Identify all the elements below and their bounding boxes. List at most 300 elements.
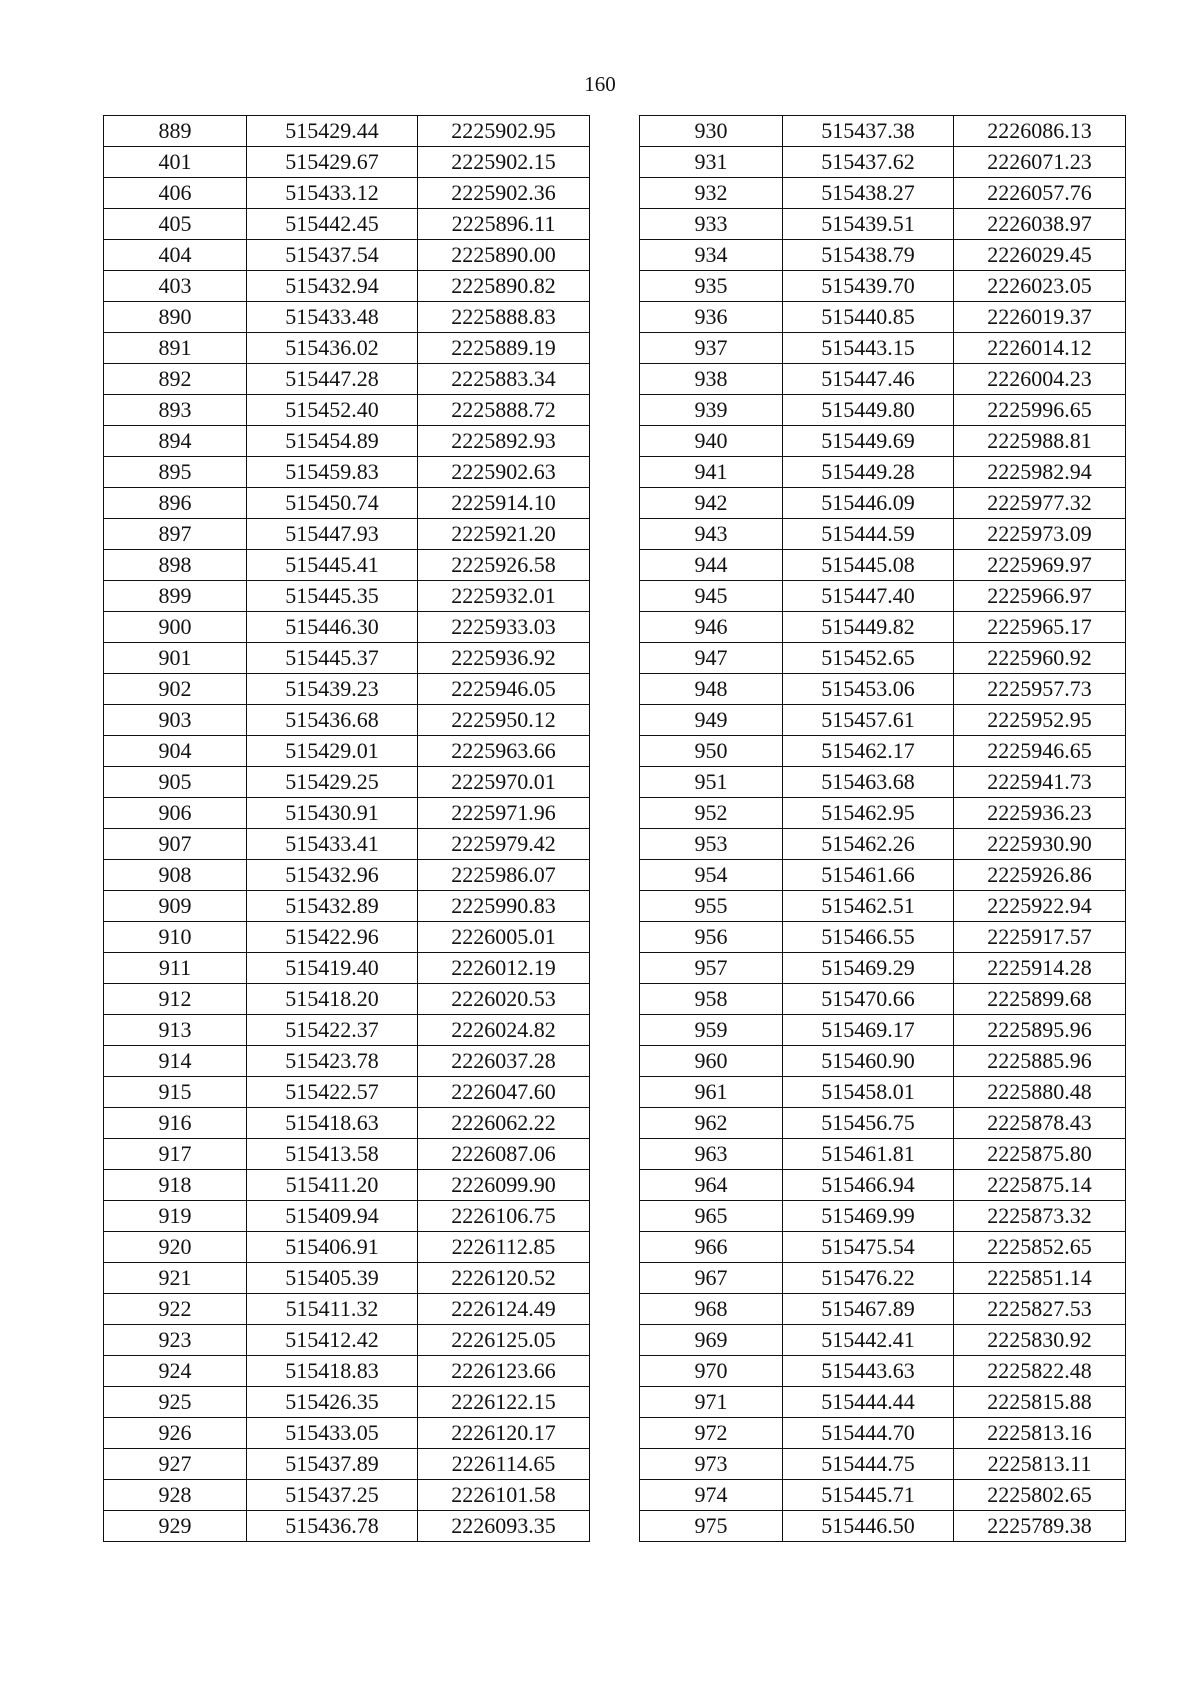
x-coordinate-cell: 515405.39 [247, 1263, 418, 1294]
y-coordinate-cell: 2225885.96 [954, 1046, 1126, 1077]
x-coordinate-cell: 515444.59 [783, 519, 954, 550]
table-row [104, 1387, 590, 1418]
table-row [104, 643, 590, 674]
x-coordinate-cell: 515449.28 [783, 457, 954, 488]
table-row [104, 1480, 590, 1511]
x-coordinate-cell: 515469.99 [783, 1201, 954, 1232]
x-coordinate-cell: 515445.71 [783, 1480, 954, 1511]
x-coordinate-cell: 515438.27 [783, 178, 954, 209]
table-row [640, 922, 1126, 953]
x-coordinate-cell: 515453.06 [783, 674, 954, 705]
y-coordinate-cell: 2225932.01 [418, 581, 590, 612]
table-row [640, 1418, 1126, 1449]
y-coordinate-cell: 2225892.93 [418, 426, 590, 457]
table-row [640, 271, 1126, 302]
point-number-cell: 951 [640, 767, 783, 798]
y-coordinate-cell: 2226062.22 [418, 1108, 590, 1139]
x-coordinate-cell: 515467.89 [783, 1294, 954, 1325]
table-row [104, 1139, 590, 1170]
y-coordinate-cell: 2225977.32 [954, 488, 1126, 519]
y-coordinate-cell: 2225875.80 [954, 1139, 1126, 1170]
x-coordinate-cell: 515433.12 [247, 178, 418, 209]
table-row [104, 612, 590, 643]
x-coordinate-cell: 515452.40 [247, 395, 418, 426]
table-row [640, 1232, 1126, 1263]
point-number-cell: 938 [640, 364, 783, 395]
y-coordinate-cell: 2225979.42 [418, 829, 590, 860]
x-coordinate-cell: 515429.01 [247, 736, 418, 767]
y-coordinate-cell: 2226005.01 [418, 922, 590, 953]
point-number-cell: 893 [104, 395, 247, 426]
x-coordinate-cell: 515437.38 [783, 116, 954, 147]
y-coordinate-cell: 2225875.14 [954, 1170, 1126, 1201]
y-coordinate-cell: 2225926.58 [418, 550, 590, 581]
point-number-cell: 896 [104, 488, 247, 519]
x-coordinate-cell: 515433.41 [247, 829, 418, 860]
x-coordinate-cell: 515429.67 [247, 147, 418, 178]
y-coordinate-cell: 2226020.53 [418, 984, 590, 1015]
y-coordinate-cell: 2226023.05 [954, 271, 1126, 302]
point-number-cell: 908 [104, 860, 247, 891]
table-row [640, 1480, 1126, 1511]
x-coordinate-cell: 515447.28 [247, 364, 418, 395]
point-number-cell: 923 [104, 1325, 247, 1356]
point-number-cell: 921 [104, 1263, 247, 1294]
y-coordinate-cell: 2225899.68 [954, 984, 1126, 1015]
table-row [640, 1356, 1126, 1387]
table-row [104, 1077, 590, 1108]
point-number-cell: 971 [640, 1387, 783, 1418]
table-row [640, 581, 1126, 612]
y-coordinate-cell: 2226114.65 [418, 1449, 590, 1480]
point-number-cell: 975 [640, 1511, 783, 1542]
point-number-cell: 922 [104, 1294, 247, 1325]
x-coordinate-cell: 515436.68 [247, 705, 418, 736]
y-coordinate-cell: 2225950.12 [418, 705, 590, 736]
table-row [104, 829, 590, 860]
table-row [640, 395, 1126, 426]
point-number-cell: 905 [104, 767, 247, 798]
y-coordinate-cell: 2225890.00 [418, 240, 590, 271]
y-coordinate-cell: 2225888.72 [418, 395, 590, 426]
y-coordinate-cell: 2225914.28 [954, 953, 1126, 984]
table-row [640, 767, 1126, 798]
point-number-cell: 912 [104, 984, 247, 1015]
table-row [640, 1387, 1126, 1418]
table-row [104, 457, 590, 488]
y-coordinate-cell: 2226093.35 [418, 1511, 590, 1542]
point-number-cell: 968 [640, 1294, 783, 1325]
y-coordinate-cell: 2225930.90 [954, 829, 1126, 860]
x-coordinate-cell: 515476.22 [783, 1263, 954, 1294]
y-coordinate-cell: 2226019.37 [954, 302, 1126, 333]
y-coordinate-cell: 2225922.94 [954, 891, 1126, 922]
table-row [104, 333, 590, 364]
point-number-cell: 895 [104, 457, 247, 488]
y-coordinate-cell: 2225969.97 [954, 550, 1126, 581]
y-coordinate-cell: 2226120.17 [418, 1418, 590, 1449]
x-coordinate-cell: 515432.89 [247, 891, 418, 922]
table-row [640, 519, 1126, 550]
table-row [640, 457, 1126, 488]
x-coordinate-cell: 515444.44 [783, 1387, 954, 1418]
table-row [640, 116, 1126, 147]
table-row [104, 1294, 590, 1325]
point-number-cell: 916 [104, 1108, 247, 1139]
point-number-cell: 946 [640, 612, 783, 643]
point-number-cell: 928 [104, 1480, 247, 1511]
x-coordinate-cell: 515461.81 [783, 1139, 954, 1170]
x-coordinate-cell: 515449.82 [783, 612, 954, 643]
table-row [104, 116, 590, 147]
table-row [640, 333, 1126, 364]
y-coordinate-cell: 2226123.66 [418, 1356, 590, 1387]
point-number-cell: 963 [640, 1139, 783, 1170]
y-coordinate-cell: 2225986.07 [418, 860, 590, 891]
y-coordinate-cell: 2225988.81 [954, 426, 1126, 457]
table-row [640, 953, 1126, 984]
x-coordinate-cell: 515458.01 [783, 1077, 954, 1108]
point-number-cell: 935 [640, 271, 783, 302]
x-coordinate-cell: 515446.09 [783, 488, 954, 519]
point-number-cell: 929 [104, 1511, 247, 1542]
x-coordinate-cell: 515442.45 [247, 209, 418, 240]
point-number-cell: 960 [640, 1046, 783, 1077]
point-number-cell: 890 [104, 302, 247, 333]
y-coordinate-cell: 2226029.45 [954, 240, 1126, 271]
table-row [104, 953, 590, 984]
point-number-cell: 911 [104, 953, 247, 984]
table-row [104, 519, 590, 550]
table-row [104, 209, 590, 240]
point-number-cell: 920 [104, 1232, 247, 1263]
point-number-cell: 907 [104, 829, 247, 860]
point-number-cell: 404 [104, 240, 247, 271]
point-number-cell: 961 [640, 1077, 783, 1108]
point-number-cell: 970 [640, 1356, 783, 1387]
y-coordinate-cell: 2225896.11 [418, 209, 590, 240]
table-row [104, 1449, 590, 1480]
y-coordinate-cell: 2226012.19 [418, 953, 590, 984]
y-coordinate-cell: 2225830.92 [954, 1325, 1126, 1356]
x-coordinate-cell: 515466.94 [783, 1170, 954, 1201]
table-row [640, 426, 1126, 457]
table-row [104, 550, 590, 581]
coordinate-table-left [103, 115, 590, 1542]
point-number-cell: 962 [640, 1108, 783, 1139]
coordinate-table-right-body [640, 116, 1126, 1542]
y-coordinate-cell: 2225914.10 [418, 488, 590, 519]
table-row [640, 1511, 1126, 1542]
table-row [104, 891, 590, 922]
y-coordinate-cell: 2225960.92 [954, 643, 1126, 674]
table-row [104, 860, 590, 891]
coordinate-table-right [639, 115, 1126, 1542]
x-coordinate-cell: 515463.68 [783, 767, 954, 798]
table-row [104, 1108, 590, 1139]
point-number-cell: 900 [104, 612, 247, 643]
page-number: 160 [584, 72, 616, 96]
point-number-cell: 972 [640, 1418, 783, 1449]
table-row [104, 1046, 590, 1077]
y-coordinate-cell: 2225890.82 [418, 271, 590, 302]
y-coordinate-cell: 2225946.05 [418, 674, 590, 705]
y-coordinate-cell: 2225936.92 [418, 643, 590, 674]
x-coordinate-cell: 515470.66 [783, 984, 954, 1015]
table-row [104, 1170, 590, 1201]
table-row [104, 736, 590, 767]
y-coordinate-cell: 2225990.83 [418, 891, 590, 922]
point-number-cell: 926 [104, 1418, 247, 1449]
table-row [640, 1294, 1126, 1325]
x-coordinate-cell: 515437.89 [247, 1449, 418, 1480]
x-coordinate-cell: 515461.66 [783, 860, 954, 891]
y-coordinate-cell: 2225926.86 [954, 860, 1126, 891]
y-coordinate-cell: 2226024.82 [418, 1015, 590, 1046]
x-coordinate-cell: 515444.75 [783, 1449, 954, 1480]
point-number-cell: 903 [104, 705, 247, 736]
point-number-cell: 939 [640, 395, 783, 426]
point-number-cell: 974 [640, 1480, 783, 1511]
x-coordinate-cell: 515411.32 [247, 1294, 418, 1325]
x-coordinate-cell: 515475.54 [783, 1232, 954, 1263]
x-coordinate-cell: 515456.75 [783, 1108, 954, 1139]
y-coordinate-cell: 2226047.60 [418, 1077, 590, 1108]
y-coordinate-cell: 2225883.34 [418, 364, 590, 395]
point-number-cell: 401 [104, 147, 247, 178]
point-number-cell: 403 [104, 271, 247, 302]
x-coordinate-cell: 515452.65 [783, 643, 954, 674]
y-coordinate-cell: 2225982.94 [954, 457, 1126, 488]
table-row [104, 488, 590, 519]
y-coordinate-cell: 2226071.23 [954, 147, 1126, 178]
y-coordinate-cell: 2226125.05 [418, 1325, 590, 1356]
point-number-cell: 940 [640, 426, 783, 457]
y-coordinate-cell: 2225815.88 [954, 1387, 1126, 1418]
point-number-cell: 966 [640, 1232, 783, 1263]
table-row [104, 240, 590, 271]
table-row [104, 147, 590, 178]
point-number-cell: 942 [640, 488, 783, 519]
point-number-cell: 901 [104, 643, 247, 674]
x-coordinate-cell: 515444.70 [783, 1418, 954, 1449]
x-coordinate-cell: 515466.55 [783, 922, 954, 953]
y-coordinate-cell: 2226099.90 [418, 1170, 590, 1201]
x-coordinate-cell: 515436.02 [247, 333, 418, 364]
point-number-cell: 930 [640, 116, 783, 147]
table-row [640, 1046, 1126, 1077]
point-number-cell: 953 [640, 829, 783, 860]
table-row [640, 674, 1126, 705]
x-coordinate-cell: 515429.25 [247, 767, 418, 798]
y-coordinate-cell: 2226037.28 [418, 1046, 590, 1077]
x-coordinate-cell: 515462.95 [783, 798, 954, 829]
table-row [640, 984, 1126, 1015]
x-coordinate-cell: 515413.58 [247, 1139, 418, 1170]
point-number-cell: 964 [640, 1170, 783, 1201]
point-number-cell: 943 [640, 519, 783, 550]
point-number-cell: 957 [640, 953, 783, 984]
point-number-cell: 931 [640, 147, 783, 178]
x-coordinate-cell: 515437.62 [783, 147, 954, 178]
x-coordinate-cell: 515429.44 [247, 116, 418, 147]
point-number-cell: 965 [640, 1201, 783, 1232]
y-coordinate-cell: 2225852.65 [954, 1232, 1126, 1263]
table-row [104, 767, 590, 798]
x-coordinate-cell: 515460.90 [783, 1046, 954, 1077]
point-number-cell: 405 [104, 209, 247, 240]
point-number-cell: 944 [640, 550, 783, 581]
x-coordinate-cell: 515449.69 [783, 426, 954, 457]
x-coordinate-cell: 515459.83 [247, 457, 418, 488]
y-coordinate-cell: 2225789.38 [954, 1511, 1126, 1542]
y-coordinate-cell: 2226004.23 [954, 364, 1126, 395]
x-coordinate-cell: 515422.37 [247, 1015, 418, 1046]
point-number-cell: 910 [104, 922, 247, 953]
table-row [104, 426, 590, 457]
x-coordinate-cell: 515449.80 [783, 395, 954, 426]
point-number-cell: 947 [640, 643, 783, 674]
point-number-cell: 906 [104, 798, 247, 829]
point-number-cell: 894 [104, 426, 247, 457]
y-coordinate-cell: 2225963.66 [418, 736, 590, 767]
table-row [640, 798, 1126, 829]
y-coordinate-cell: 2226101.58 [418, 1480, 590, 1511]
table-row [104, 581, 590, 612]
point-number-cell: 915 [104, 1077, 247, 1108]
x-coordinate-cell: 515445.35 [247, 581, 418, 612]
table-row [640, 364, 1126, 395]
x-coordinate-cell: 515423.78 [247, 1046, 418, 1077]
table-row [640, 302, 1126, 333]
x-coordinate-cell: 515439.70 [783, 271, 954, 302]
table-row [640, 1201, 1126, 1232]
table-row [104, 1325, 590, 1356]
point-number-cell: 934 [640, 240, 783, 271]
point-number-cell: 927 [104, 1449, 247, 1480]
y-coordinate-cell: 2226038.97 [954, 209, 1126, 240]
point-number-cell: 891 [104, 333, 247, 364]
y-coordinate-cell: 2225973.09 [954, 519, 1126, 550]
x-coordinate-cell: 515445.37 [247, 643, 418, 674]
table-row [640, 1139, 1126, 1170]
point-number-cell: 967 [640, 1263, 783, 1294]
x-coordinate-cell: 515406.91 [247, 1232, 418, 1263]
point-number-cell: 952 [640, 798, 783, 829]
point-number-cell: 892 [104, 364, 247, 395]
table-row [640, 1263, 1126, 1294]
y-coordinate-cell: 2225878.43 [954, 1108, 1126, 1139]
point-number-cell: 955 [640, 891, 783, 922]
y-coordinate-cell: 2225889.19 [418, 333, 590, 364]
y-coordinate-cell: 2226112.85 [418, 1232, 590, 1263]
x-coordinate-cell: 515447.40 [783, 581, 954, 612]
table-row [640, 612, 1126, 643]
x-coordinate-cell: 515469.17 [783, 1015, 954, 1046]
y-coordinate-cell: 2225970.01 [418, 767, 590, 798]
table-row [104, 178, 590, 209]
x-coordinate-cell: 515440.85 [783, 302, 954, 333]
x-coordinate-cell: 515447.46 [783, 364, 954, 395]
table-row [640, 178, 1126, 209]
x-coordinate-cell: 515412.42 [247, 1325, 418, 1356]
y-coordinate-cell: 2226106.75 [418, 1201, 590, 1232]
y-coordinate-cell: 2225921.20 [418, 519, 590, 550]
y-coordinate-cell: 2225941.73 [954, 767, 1126, 798]
y-coordinate-cell: 2225902.36 [418, 178, 590, 209]
x-coordinate-cell: 515457.61 [783, 705, 954, 736]
table-row [104, 364, 590, 395]
point-number-cell: 899 [104, 581, 247, 612]
x-coordinate-cell: 515426.35 [247, 1387, 418, 1418]
table-row [104, 395, 590, 426]
x-coordinate-cell: 515447.93 [247, 519, 418, 550]
table-row [640, 1015, 1126, 1046]
table-row [640, 1449, 1126, 1480]
point-number-cell: 889 [104, 116, 247, 147]
y-coordinate-cell: 2226120.52 [418, 1263, 590, 1294]
x-coordinate-cell: 515433.05 [247, 1418, 418, 1449]
table-row [640, 1170, 1126, 1201]
table-row [640, 736, 1126, 767]
point-number-cell: 933 [640, 209, 783, 240]
table-row [640, 488, 1126, 519]
y-coordinate-cell: 2225822.48 [954, 1356, 1126, 1387]
x-coordinate-cell: 515437.54 [247, 240, 418, 271]
x-coordinate-cell: 515469.29 [783, 953, 954, 984]
y-coordinate-cell: 2226014.12 [954, 333, 1126, 364]
y-coordinate-cell: 2225873.32 [954, 1201, 1126, 1232]
x-coordinate-cell: 515419.40 [247, 953, 418, 984]
x-coordinate-cell: 515454.89 [247, 426, 418, 457]
table-row [104, 984, 590, 1015]
point-number-cell: 913 [104, 1015, 247, 1046]
y-coordinate-cell: 2225813.11 [954, 1449, 1126, 1480]
point-number-cell: 937 [640, 333, 783, 364]
x-coordinate-cell: 515462.51 [783, 891, 954, 922]
y-coordinate-cell: 2225895.96 [954, 1015, 1126, 1046]
x-coordinate-cell: 515418.63 [247, 1108, 418, 1139]
point-number-cell: 919 [104, 1201, 247, 1232]
table-row [104, 1511, 590, 1542]
x-coordinate-cell: 515422.96 [247, 922, 418, 953]
x-coordinate-cell: 515442.41 [783, 1325, 954, 1356]
point-number-cell: 936 [640, 302, 783, 333]
x-coordinate-cell: 515439.23 [247, 674, 418, 705]
table-row [104, 1232, 590, 1263]
table-row [640, 240, 1126, 271]
y-coordinate-cell: 2225880.48 [954, 1077, 1126, 1108]
table-row [104, 705, 590, 736]
y-coordinate-cell: 2225966.97 [954, 581, 1126, 612]
point-number-cell: 969 [640, 1325, 783, 1356]
x-coordinate-cell: 515430.91 [247, 798, 418, 829]
x-coordinate-cell: 515446.30 [247, 612, 418, 643]
table-row [640, 891, 1126, 922]
table-row [640, 550, 1126, 581]
x-coordinate-cell: 515462.26 [783, 829, 954, 860]
y-coordinate-cell: 2225996.65 [954, 395, 1126, 426]
y-coordinate-cell: 2226087.06 [418, 1139, 590, 1170]
x-coordinate-cell: 515439.51 [783, 209, 954, 240]
table-row [640, 147, 1126, 178]
x-coordinate-cell: 515462.17 [783, 736, 954, 767]
coordinate-table-left-body [104, 116, 590, 1542]
table-row [640, 643, 1126, 674]
table-row [640, 1325, 1126, 1356]
x-coordinate-cell: 515436.78 [247, 1511, 418, 1542]
y-coordinate-cell: 2225827.53 [954, 1294, 1126, 1325]
